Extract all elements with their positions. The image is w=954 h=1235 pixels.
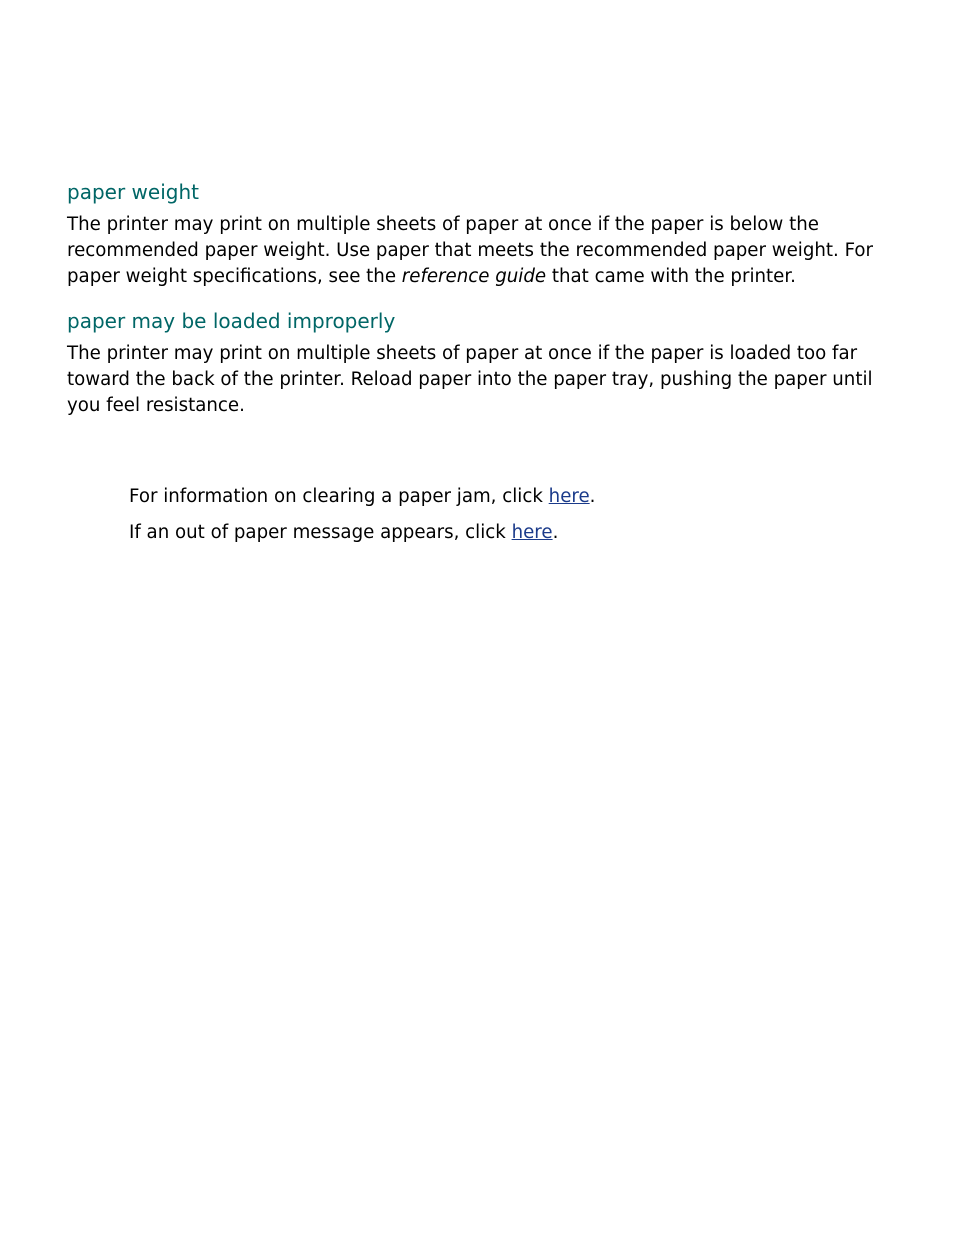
paragraph-text: that came with the printer. xyxy=(546,265,796,287)
document-content xyxy=(67,178,877,419)
section-paper-weight xyxy=(67,178,877,289)
section-heading: paper may be loaded improperly xyxy=(67,309,396,334)
note-paper-jam xyxy=(129,484,889,510)
out-of-paper-link[interactable]: here xyxy=(511,522,553,543)
note-punctuation: . xyxy=(552,522,559,543)
note-out-of-paper xyxy=(129,520,889,546)
section-paragraph xyxy=(67,212,877,289)
section-heading: paper weight xyxy=(67,180,199,204)
section-loaded-improperly xyxy=(67,307,877,418)
note-text: If an out of paper message appears, click xyxy=(129,522,512,543)
paper-jam-link[interactable]: here xyxy=(548,486,590,507)
note-text: For information on clearing a paper jam, click xyxy=(129,486,549,507)
note-punctuation: . xyxy=(589,486,596,507)
paragraph-text: The printer may print on multiple sheets of paper at once if the paper is below the recommended paper weight. Use paper that meets the recommended paper weight. For paper weight specifications, see the xyxy=(67,214,874,287)
section-paragraph: The printer may print on multiple sheets of paper at once if the paper is loaded too far toward the back of the printer. Reload paper into the paper tray, pushing the paper until you feel resistance. xyxy=(67,343,873,416)
reference-guide-emphasis: reference guide xyxy=(401,265,547,287)
related-links xyxy=(129,484,889,546)
